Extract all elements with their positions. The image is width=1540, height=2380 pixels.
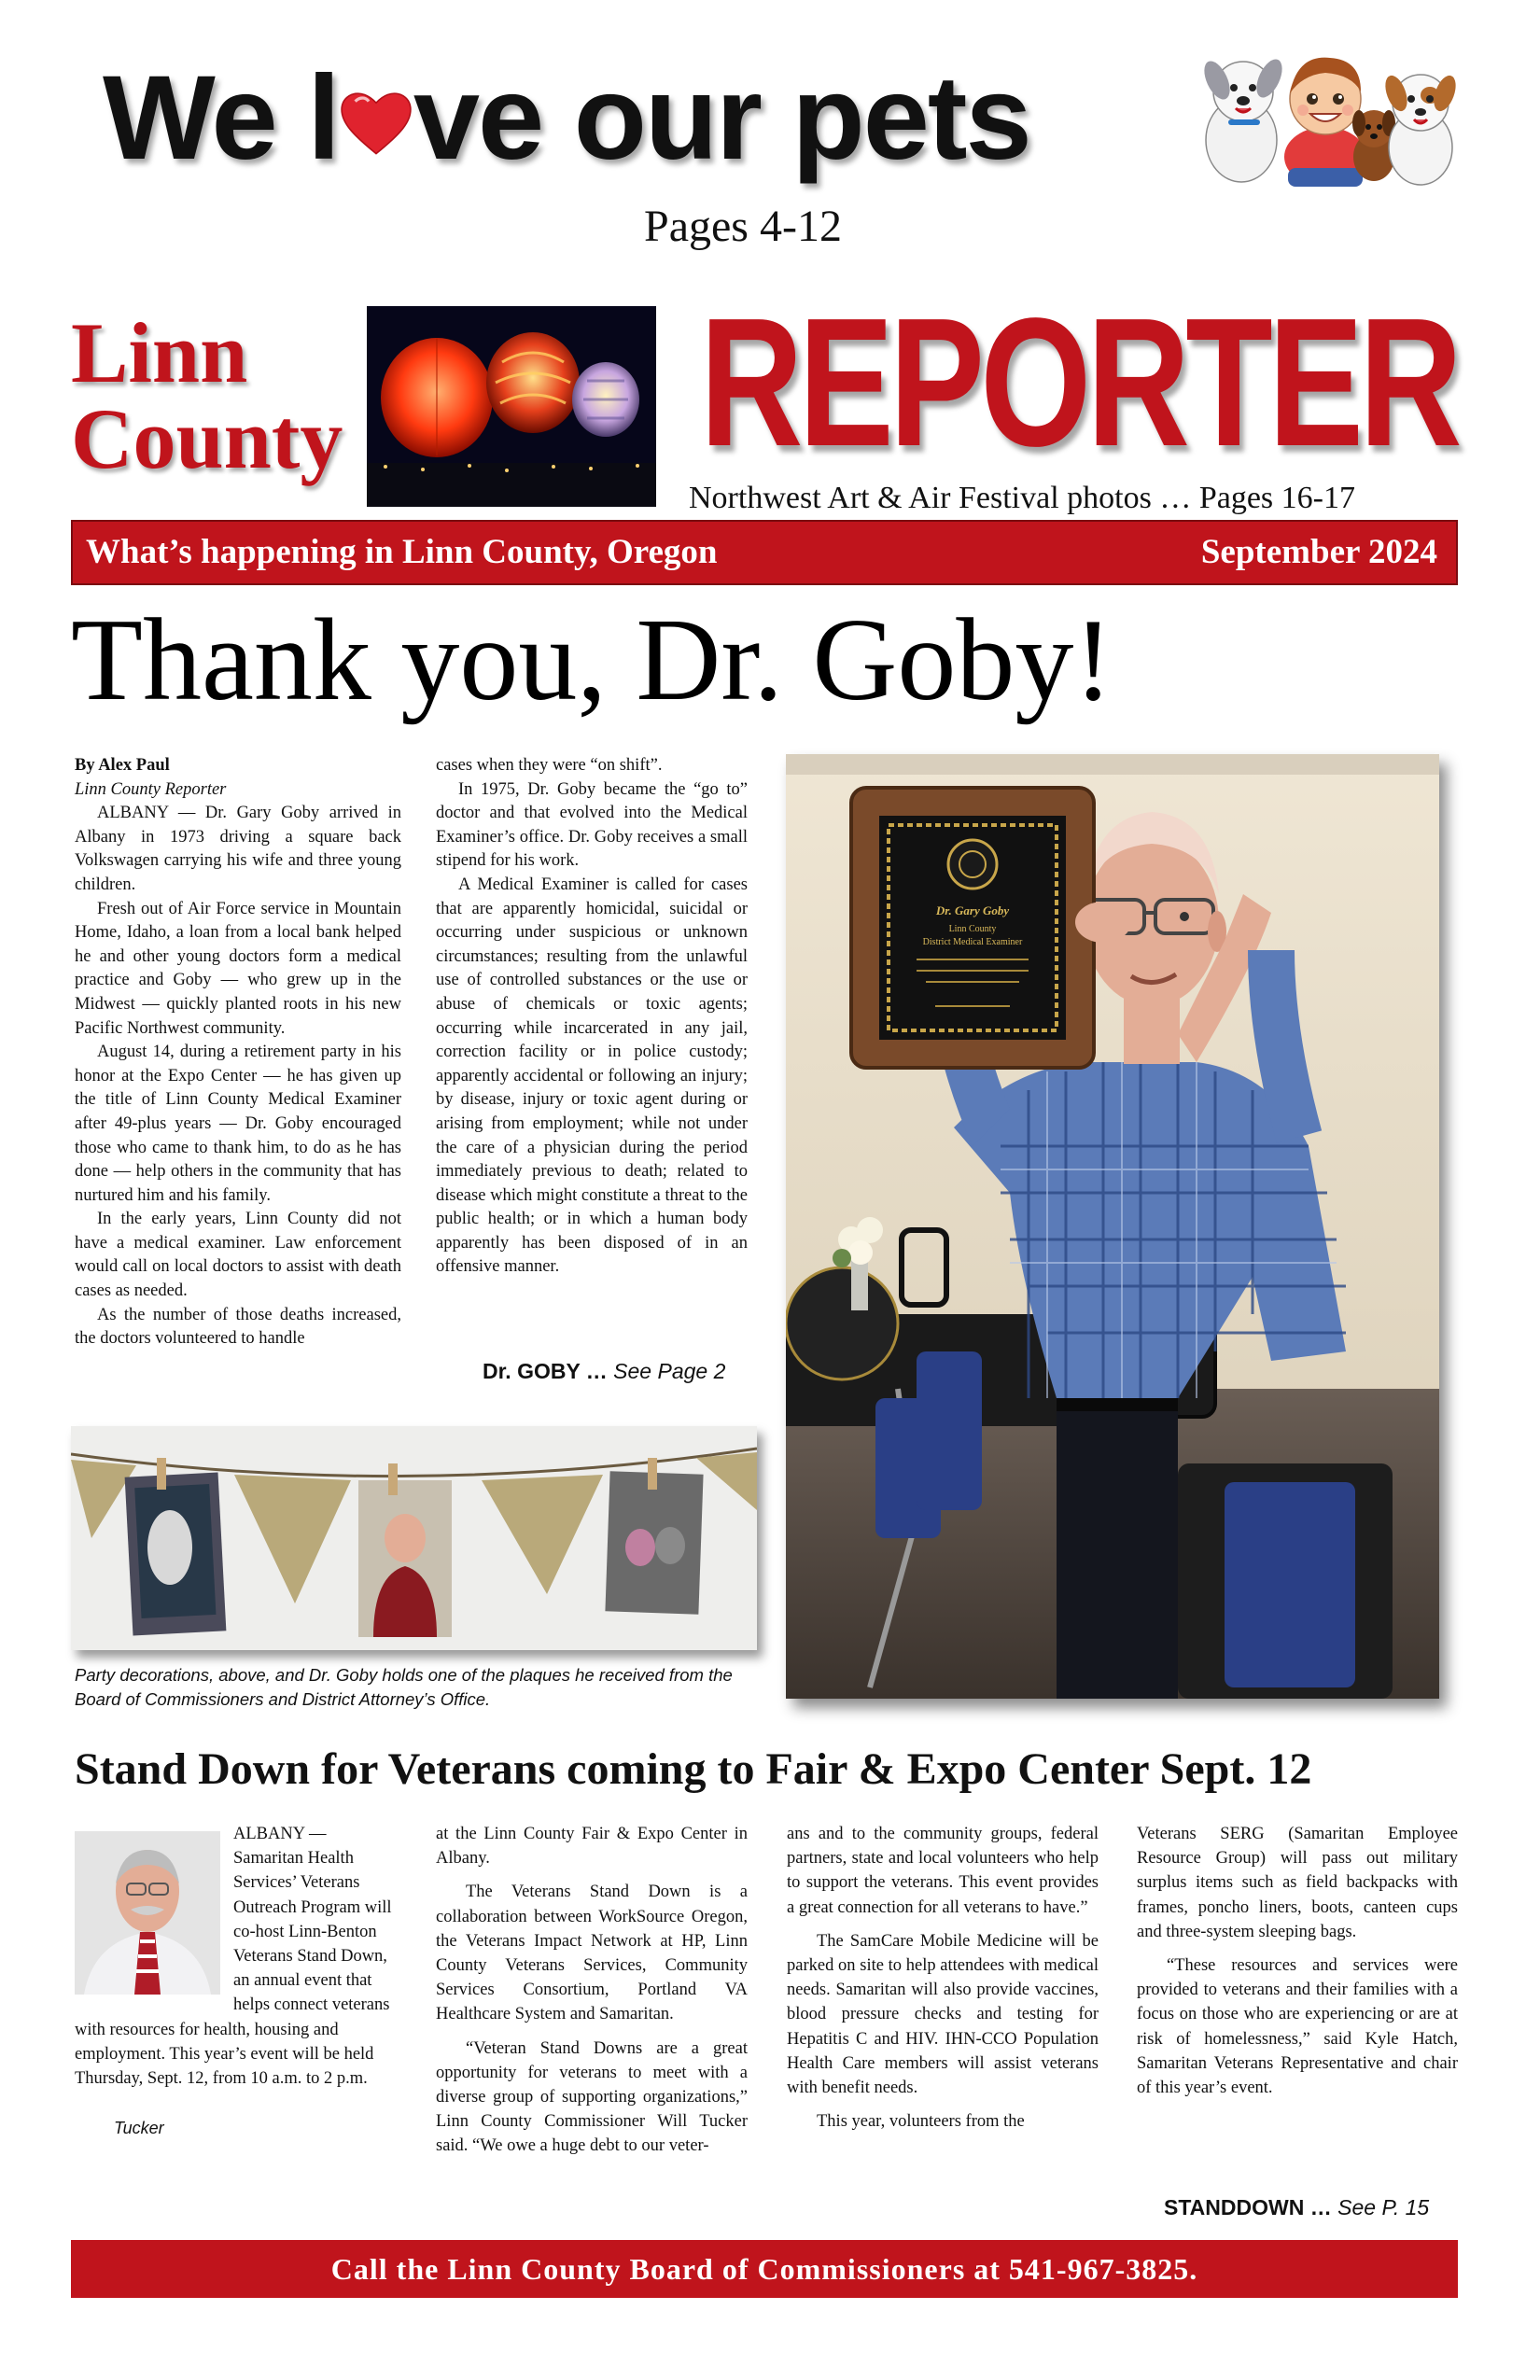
issue-date: September 2024: [1200, 533, 1437, 571]
story-paragraph: “These resources and services were provided to veterans and their families with a focus on those who are experiencing or are at risk of homelessness,” said Kyle Hatch, Samaritan Veterans Representative and chair of this year’s event.: [1137, 1956, 1458, 2098]
story-paragraph: This year, volunteers from the: [817, 2112, 1025, 2132]
balloon-illustration: [367, 306, 656, 507]
plaque-line-1: Linn County: [948, 924, 997, 934]
festival-tease: Northwest Art & Air Festival photos … Pages 16-17: [689, 481, 1355, 515]
masthead-reporter: REPORTER: [700, 280, 1458, 484]
veterans-headline: Stand Down for Veterans coming to Fair & Expo Center Sept. 12: [75, 1744, 1312, 1794]
story-jump-label: Dr. GOBY …: [483, 1359, 608, 1383]
commissioner-tucker-illustration: [75, 1831, 220, 1995]
story-paragraph: August 14, during a retirement party in his honor at the Expo Center — he has given up the title of Linn County Medical Examiner after 49-plus years — Dr. Goby encouraged those who came to thank him, to do as he has done — help others in the community that has nurtured him and his family.: [75, 1043, 401, 1205]
story-paragraph: ans and to the community groups, federal partners, state and local volunteers who help to support the veterans. This event provides a great connection for all veterans to have.”: [787, 1825, 1099, 1917]
footer-text: Call the Linn County Board of Commissioners at 541-967-3825.: [330, 2252, 1198, 2286]
veterans-jump-label: STANDDOWN …: [1164, 2195, 1332, 2219]
commissioner-tucker-photo: [75, 1831, 220, 1995]
story-jump-link[interactable]: [483, 1359, 725, 1384]
story-paragraph: As the number of those deaths increased, the doctors volunteered to handle: [75, 1305, 401, 1349]
veterans-column-3: [787, 1822, 1099, 2134]
veterans-column-2: [436, 1822, 748, 2159]
story-paragraph: In 1975, Dr. Goby became the “go to” doctor and that evolved into the Medical Examiner’s office. Dr. Goby receives a small stipend for his work.: [436, 779, 748, 871]
story-paragraph: In the early years, Linn County did not have a medical examiner. Law enforcement would call on local doctors to assist with death cases as needed.: [75, 1210, 401, 1301]
story-paragraph: cases when they were “on shift”.: [436, 756, 663, 775]
story-paragraph: ALBANY — Samaritan Health Services’ Veterans Outreach Program will co-host Linn-Benton Veterans Stand Down, an annual event that helps connect veterans with resources for health, housing and employment. This year’s event will be held Thursday, Sept. 12, from 10 a.m. to 2 p.m.: [75, 1825, 392, 2089]
main-headline: Thank you, Dr. Goby!: [71, 595, 1113, 725]
masthead-linn-county: [71, 305, 351, 486]
plaque-line-2: District Medical Examiner: [922, 937, 1023, 947]
story-column-2: [436, 754, 748, 1280]
story-column-1: [75, 754, 401, 1351]
party-banner-illustration: [71, 1426, 757, 1650]
story-paragraph: Veterans SERG (Samaritan Employee Resource Group) will pass out military surplus items such as field backpacks with frames, poncho liners, boots, canteen cups and three-system sleeping bags.: [1137, 1825, 1458, 1941]
pets-headline: We l ve our pets: [103, 51, 1030, 185]
story-jump-page: See Page 2: [613, 1359, 726, 1383]
byline-source: Linn County Reporter: [75, 779, 227, 799]
story-paragraph: “Veteran Stand Downs are a great opportunity for veterans to meet with a diverse group of supporting organizations,” Linn County Commissioner Will Tucker said. “We owe a huge debt to our veter-: [436, 2038, 748, 2156]
tagline: What’s happening in Linn County, Oregon: [86, 533, 718, 571]
story-paragraph: The Veterans Stand Down is a collaboration between WorkSource Oregon, the Veterans Impact Network at HP, Linn County Veterans Services, Community Services Consortium, Portland VA Healthcare System and Samaritan.: [436, 1883, 748, 2024]
story-paragraph: at the Linn County Fair & Expo Center in Albany.: [436, 1825, 748, 1869]
footer-bar: [71, 2240, 1458, 2298]
story-paragraph: The SamCare Mobile Medicine will be parked on site to help attendees with medical needs. Samaritan will also provide vaccines, blood pressure checks and testing for Hepatitis C and HIV. IHN-CCO Population Health Care members will assist veterans with benefit needs.: [787, 1931, 1099, 2098]
veterans-column-4: [1137, 1822, 1458, 2100]
masthead-linn: Linn: [71, 305, 248, 400]
pets-pages-reference: Pages 4-12: [644, 202, 842, 251]
pets-clipart: [1195, 37, 1456, 191]
tagline-bar: [71, 520, 1458, 585]
hot-air-balloon-photo: [367, 306, 656, 507]
photo-caption: Party decorations, above, and Dr. Goby holds one of the plaques he received from the Board of Commissioners and District Attorney’s Office.: [75, 1665, 733, 1709]
veterans-jump-page: See P. 15: [1337, 2195, 1430, 2219]
dr-goby-illustration: [786, 754, 1439, 1699]
veterans-column-1: [75, 1822, 399, 2091]
plaque-name: Dr. Gary Goby: [935, 903, 1010, 917]
heart-icon: [339, 80, 413, 164]
party-decorations-photo: [71, 1426, 757, 1650]
story-paragraph: ALBANY — Dr. Gary Goby arrived in Albany in 1973 driving a square back Volkswagen carrying his wife and three young children.: [75, 804, 401, 894]
dr-goby-plaque-photo: [786, 754, 1439, 1699]
masthead-county: County: [71, 391, 343, 486]
story-paragraph: A Medical Examiner is called for cases that are apparently homicidal, suicidal or occurring under suspicious or unknown circumstances; resulting from the unlawful use of controlled substances or the use or abuse of chemicals or toxic agents; occurring while incarcerated in any jail, correction facility or in police custody; apparently accidental or following an injury; by disease, injury or toxic agent during or arising from employment; while not under the care of a physician during the period immediately previous to death; related to disease which might constitute a threat to the public health; or in which a human body apparently has been disposed of in an offensive manner.: [436, 875, 748, 1277]
story-paragraph: Fresh out of Air Force service in Mountain Home, Idaho, a loan from a local bank helped he and other young doctors form a medical practice and Goby — who grew up in the Midwest — quickly planted roots in his new Pacific Northwest community.: [75, 899, 401, 1038]
byline: By Alex Paul: [75, 756, 170, 775]
veterans-jump-link[interactable]: [1164, 2195, 1429, 2220]
tucker-caption: Tucker: [114, 2119, 164, 2137]
